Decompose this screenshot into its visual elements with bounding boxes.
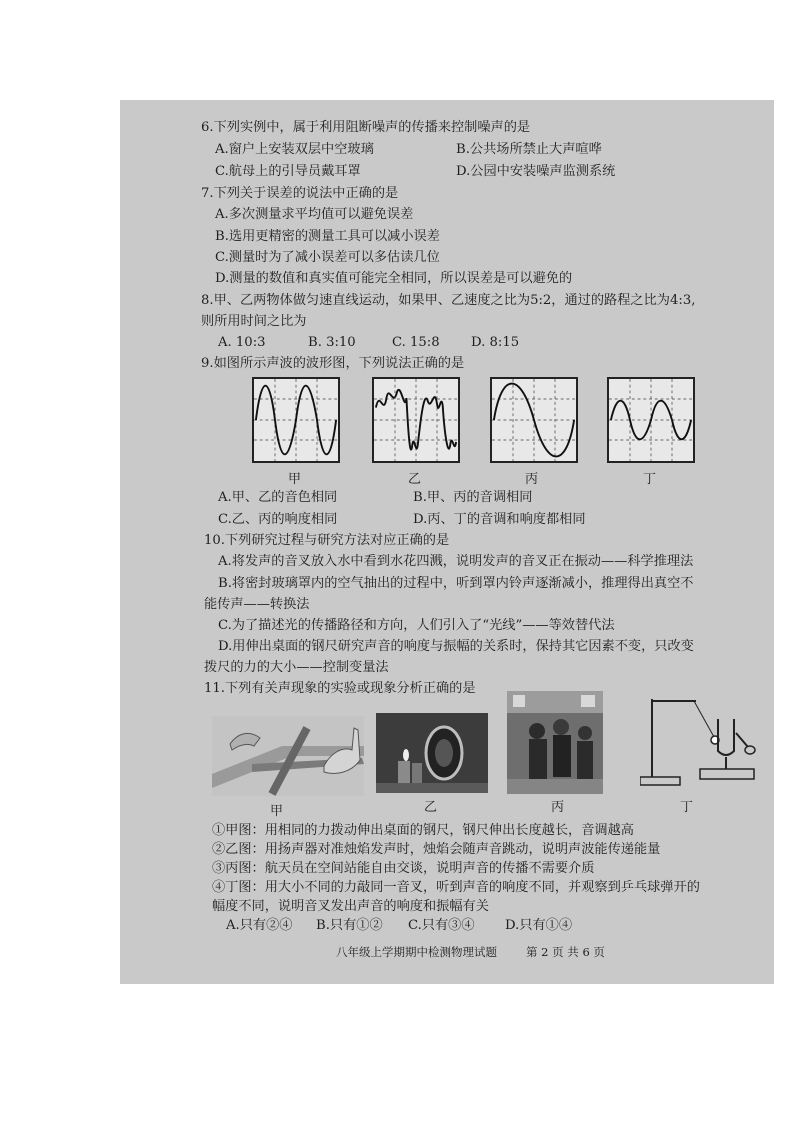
q10-option-c: C.为了描述光的传播路径和方向，人们引入了“光线”——等效替代法 bbox=[218, 618, 615, 633]
q7-option-a: A.多次测量求平均值可以避免误差 bbox=[215, 207, 414, 222]
q9-option-d: D.丙、丁的音调和响度都相同 bbox=[413, 512, 586, 527]
q9-option-a: A.甲、乙的音色相同 bbox=[218, 490, 338, 505]
waveform-caption-yi: 乙 bbox=[408, 472, 422, 487]
q9-stem: 9.如图所示声波的波形图，下列说法正确的是 bbox=[201, 356, 465, 371]
figure-caption-ding: 丁 bbox=[680, 800, 694, 815]
figure-caption-jia: 甲 bbox=[270, 804, 284, 819]
q11-statement-1: ①甲图：用相同的力拨动伸出桌面的钢尺，钢尺伸出长度越长，音调越高 bbox=[212, 823, 634, 838]
q6-option-d: D.公园中安装噪声监测系统 bbox=[456, 164, 616, 179]
q10-option-d-line2: 拨尺的力的大小——控制变量法 bbox=[204, 660, 389, 675]
q10-option-d-line1: D.用伸出桌面的钢尺研究声音的响度与振幅的关系时，保持其它因素不变，只改变 bbox=[218, 639, 694, 654]
q11-stem: 11.下列有关声现象的实验或现象分析正确的是 bbox=[204, 681, 476, 696]
q9-option-c: C.乙、丙的响度相同 bbox=[218, 512, 338, 527]
q8-option-a: A. 10:3 bbox=[218, 335, 266, 350]
footer-exam-title: 八年级上学期期中检测物理试题 bbox=[336, 945, 497, 959]
waveform-yi bbox=[372, 377, 460, 463]
speaker-candle-figure bbox=[376, 713, 488, 793]
q7-option-c: C.测量时为了减小误差可以多估读几位 bbox=[215, 250, 440, 265]
q6-option-c: C.航母上的引导员戴耳罩 bbox=[215, 164, 361, 179]
q10-option-b-line1: B.将密封玻璃罩内的空气抽出的过程中，听到罩内铃声逐渐减小，推理得出真空不 bbox=[218, 576, 694, 591]
waveform-bing bbox=[490, 377, 578, 463]
ruler-desk-figure bbox=[212, 716, 364, 796]
q7-option-b: B.选用更精密的测量工具可以减小误差 bbox=[215, 229, 440, 244]
waveform-jia bbox=[252, 377, 340, 463]
waveform-caption-bing: 丙 bbox=[525, 472, 539, 487]
q8-option-d: D. 8:15 bbox=[471, 335, 520, 350]
q11-statement-4-line2: 幅度不同，说明音叉发出声音的响度和振幅有关 bbox=[212, 899, 489, 914]
q8-option-c: C. 15:8 bbox=[392, 335, 440, 350]
q10-stem: 10.下列研究过程与研究方法对应正确的是 bbox=[204, 533, 450, 548]
q11-option-b: B.只有①② bbox=[316, 918, 383, 933]
q8-stem-line2: 则所用时间之比为 bbox=[201, 314, 307, 329]
waveform-ding bbox=[607, 377, 695, 463]
q9-option-b: B.甲、丙的音调相同 bbox=[413, 490, 533, 505]
q11-statement-2: ②乙图：用扬声器对准烛焰发声时，烛焰会随声音跳动，说明声波能传递能量 bbox=[212, 842, 661, 857]
q11-option-d: D.只有①④ bbox=[505, 918, 573, 933]
figure-caption-bing: 丙 bbox=[551, 800, 565, 815]
tuning-fork-figure bbox=[640, 689, 758, 791]
q11-statement-4-line1: ④丁图：用大小不同的力敲同一音叉，听到声音的响度不同，并观察到乒乓球弹开的 bbox=[212, 880, 700, 895]
q6-option-a: A.窗户上安装双层中空玻璃 bbox=[215, 142, 374, 157]
waveform-caption-ding: 丁 bbox=[643, 472, 657, 487]
q6-option-b: B.公共场所禁止大声喧哗 bbox=[456, 142, 602, 157]
q11-option-a: A.只有②④ bbox=[226, 918, 293, 933]
footer-page-number: 第 2 页 共 6 页 bbox=[526, 945, 605, 959]
waveform-caption-jia: 甲 bbox=[288, 472, 302, 487]
q11-statement-3: ③丙图：航天员在空间站能自由交谈，说明声音的传播不需要介质 bbox=[212, 861, 595, 876]
q10-option-b-line2: 能传声——转换法 bbox=[204, 597, 310, 612]
q8-stem-line1: 8.甲、乙两物体做匀速直线运动，如果甲、乙速度之比为5:2，通过的路程之比为4:3, bbox=[201, 293, 696, 308]
q7-stem: 7.下列关于误差的说法中正确的是 bbox=[201, 186, 399, 201]
q7-option-d: D.测量的数值和真实值可能完全相同，所以误差是可以避免的 bbox=[215, 271, 573, 286]
astronauts-station-figure bbox=[507, 691, 603, 794]
q11-option-c: C.只有③④ bbox=[408, 918, 475, 933]
figure-caption-yi: 乙 bbox=[424, 800, 438, 815]
q6-stem: 6.下列实例中，属于利用阻断噪声的传播来控制噪声的是 bbox=[201, 120, 531, 135]
q10-option-a: A.将发声的音叉放入水中看到水花四溅，说明发声的音叉正在振动——科学推理法 bbox=[218, 554, 694, 569]
q8-option-b: B. 3:10 bbox=[308, 335, 356, 350]
